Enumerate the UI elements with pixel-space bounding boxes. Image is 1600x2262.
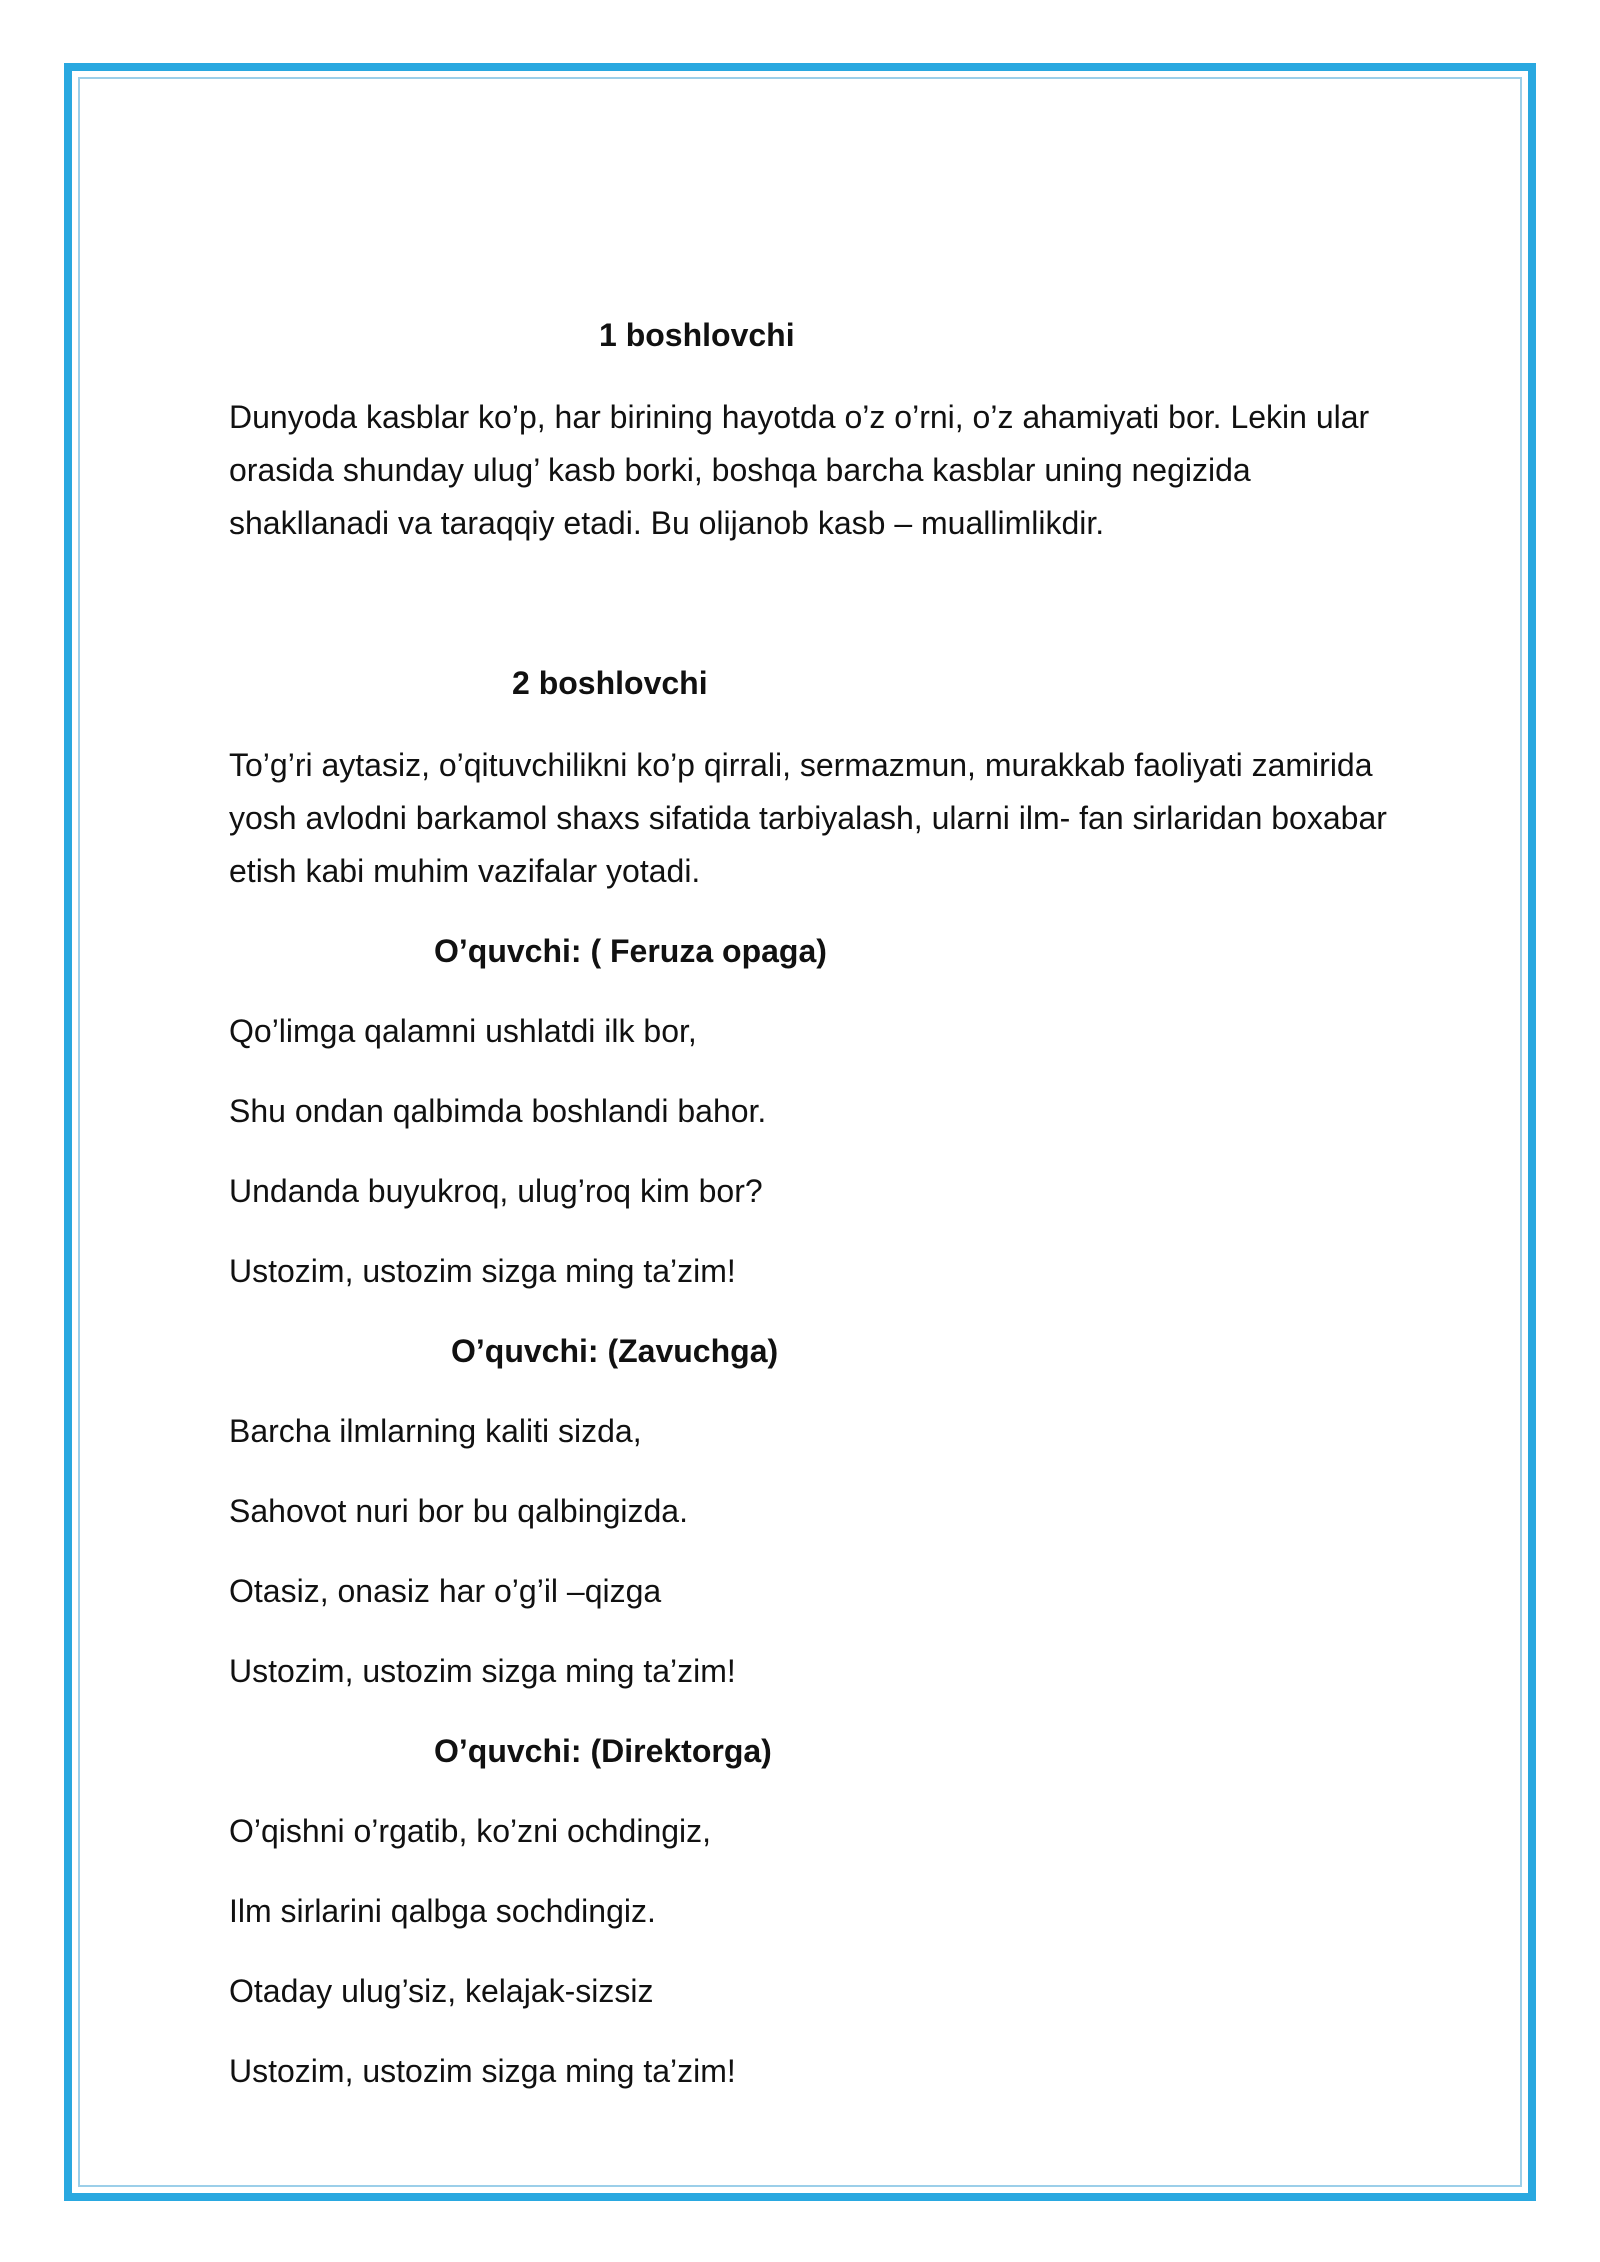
section2-line-2: yosh avlodni barkamol shaxs sifatida tarbiyalash, ularni ilm- fan sirlaridan boxabar	[229, 800, 1387, 836]
poem2-line-2: Sahovot nuri bor bu qalbingizda.	[229, 1493, 688, 1529]
poem2-line-1: Barcha ilmlarning kaliti sizda,	[229, 1413, 642, 1449]
section2-line-3: etish kabi muhim vazifalar yotadi.	[229, 853, 701, 889]
poem3-line-2: Ilm sirlarini qalbga sochdingiz.	[229, 1893, 656, 1929]
section2-line-1: To’g’ri aytasiz, o’qituvchilikni ko’p qirrali, sermazmun, murakkab faoliyati zamirida	[229, 747, 1373, 783]
section1-line-3: shakllanadi va taraqqiy etadi. Bu olijanob kasb – muallimlikdir.	[229, 505, 1105, 541]
poem2-line-3: Otasiz, onasiz har o’g’il –qizga	[229, 1573, 662, 1609]
section1-line-1: Dunyoda kasblar ko’p, har birining hayotda o’z o’rni, o’z ahamiyati bor. Lekin ular	[229, 399, 1370, 435]
poem2-line-4: Ustozim, ustozim sizga ming ta’zim!	[229, 1653, 736, 1689]
heading-oquvchi-zavuch: O’quvchi: (Zavuchga)	[451, 1333, 779, 1369]
poem1-line-1: Qo’limga qalamni ushlatdi ilk bor,	[229, 1013, 697, 1049]
poem1-line-4: Ustozim, ustozim sizga ming ta’zim!	[229, 1253, 736, 1289]
heading-oquvchi-direktor: O’quvchi: (Direktorga)	[434, 1733, 772, 1769]
poem1-line-3: Undanda buyukroq, ulug’roq kim bor?	[229, 1173, 763, 1209]
poem3-line-4: Ustozim, ustozim sizga ming ta’zim!	[229, 2053, 736, 2089]
heading-oquvchi-feruza: O’quvchi: ( Feruza opaga)	[434, 933, 827, 969]
section1-line-2: orasida shunday ulug’ kasb borki, boshqa barcha kasblar uning negizida	[229, 452, 1251, 488]
heading-2-boshlovchi: 2 boshlovchi	[512, 665, 708, 701]
poem3-line-3: Otaday ulug’siz, kelajak-sizsiz	[229, 1973, 654, 2009]
page-border	[64, 63, 1536, 2201]
poem3-line-1: O’qishni o’rgatib, ko’zni ochdingiz,	[229, 1813, 712, 1849]
poem1-line-2: Shu ondan qalbimda boshlandi bahor.	[229, 1093, 767, 1129]
page-border-inner	[78, 77, 1522, 2187]
heading-1-boshlovchi: 1 boshlovchi	[599, 317, 795, 353]
